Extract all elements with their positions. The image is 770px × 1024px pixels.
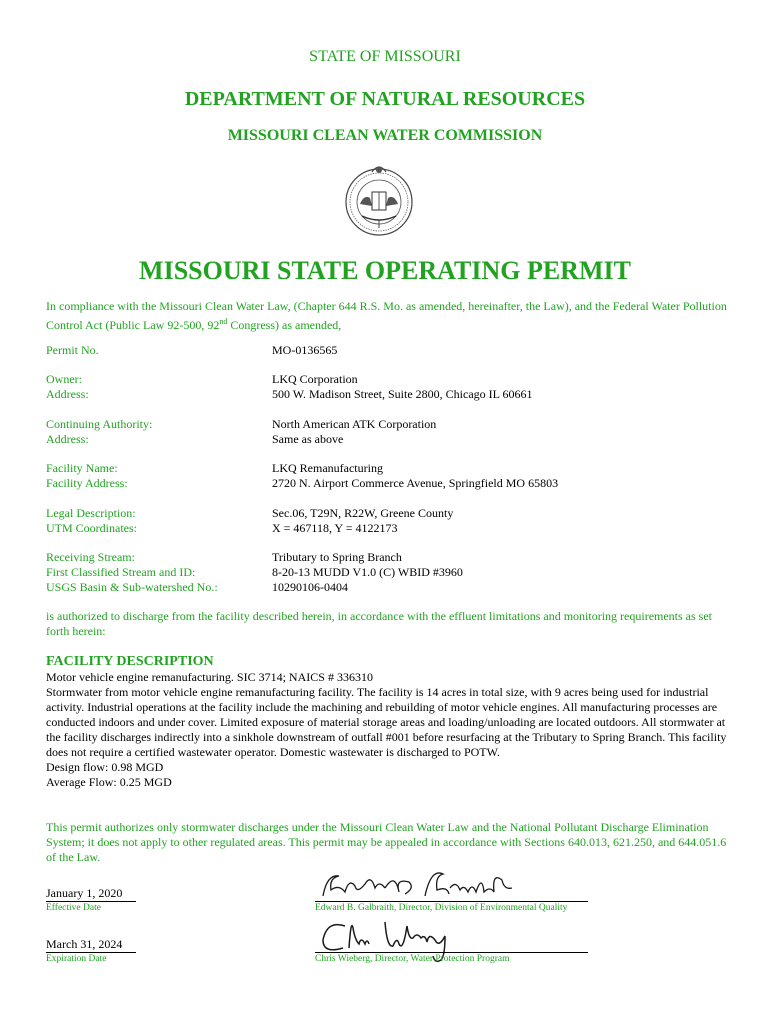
- effective-date-label: Effective Date: [46, 903, 101, 913]
- legal-description-value: Sec.06, T29N, R22W, Greene County: [272, 506, 454, 520]
- expiration-date-line: [46, 952, 136, 953]
- facility-name-value: LKQ Remanufacturing: [272, 461, 383, 475]
- owner-address-label: Address:: [46, 387, 89, 401]
- owner-address-value: 500 W. Madison Street, Suite 2800, Chicago IL 60661: [272, 387, 533, 401]
- average-flow: Average Flow: 0.25 MGD: [46, 775, 172, 789]
- facility-description-heading: FACILITY DESCRIPTION: [46, 654, 214, 669]
- facility-description-body: [46, 670, 736, 790]
- continuing-authority-value: North American ATK Corporation: [272, 417, 437, 431]
- continuing-address-value: Same as above: [272, 432, 344, 446]
- galbraith-signature: [315, 866, 555, 906]
- commission-heading: MISSOURI CLEAN WATER COMMISSION: [227, 127, 543, 144]
- facility-address-label: Facility Address:: [46, 476, 128, 490]
- signature-line-2: [315, 952, 588, 953]
- owner-label: Owner:: [46, 372, 82, 386]
- expiration-date: March 31, 2024: [46, 937, 123, 951]
- intro-paragraph: In compliance with the Missouri Clean Water Law, (Chapter 644 R.S. Mo. as amended, hereinafter, the Law), and the Federal Water Pollution Control Act (Public Law 92-500, 92nd Congress) as amended,: [46, 299, 727, 332]
- effective-date: January 1, 2020: [46, 886, 123, 900]
- design-flow: Design flow: 0.98 MGD: [46, 760, 164, 774]
- permit-no-value: MO-0136565: [272, 343, 338, 357]
- facility-name-label: Facility Name:: [46, 461, 118, 475]
- notice-paragraph: This permit authorizes only stormwater discharges under the Missouri Clean Water Law and the National Pollutant Discharge Elimination System; it does not apply to other regulated areas. This permit may be appealed in accordance with Sections 640.013, 621.250, and 644.051.6 of the Law.: [46, 820, 727, 864]
- usgs-basin-value: 10290106-0404: [272, 580, 348, 594]
- permit-no-label: Permit No.: [46, 343, 99, 357]
- receiving-stream-value: Tributary to Spring Branch: [272, 550, 402, 564]
- missouri-seal-logo: [342, 160, 416, 240]
- permit-title: MISSOURI STATE OPERATING PERMIT: [139, 256, 631, 285]
- continuing-address-label: Address:: [46, 432, 89, 446]
- facility-address-value: 2720 N. Airport Commerce Avenue, Springfield MO 65803: [272, 476, 559, 490]
- utm-label: UTM Coordinates:: [46, 521, 137, 535]
- utm-value: X = 467118, Y = 4122173: [272, 521, 398, 535]
- department-heading: DEPARTMENT OF NATURAL RESOURCES: [184, 88, 586, 110]
- signer2-name: Chris Wieberg, Director, Water Protection Program: [315, 954, 510, 964]
- continuing-authority-label: Continuing Authority:: [46, 417, 153, 431]
- signature-line-1: [315, 901, 588, 902]
- legal-description-label: Legal Description:: [46, 506, 136, 520]
- effective-date-line: [46, 901, 136, 902]
- facility-description-text: Stormwater from motor vehicle engine remanufacturing facility. The facility is 14 acres in total size, with 9 acres being used for industrial activity. Industrial operations at the facility include the machining and rebuilding of motor vehicle engines. All manufacturing processes are conducted indoors and under cover. Limited exposure of material storage areas and loading/unloading are located outdoors. All stormwater at the facility discharges indirectly into a sinkhole downstream of outfall #001 before resurfacing at the Tributary to Spring Branch. This facility does not require a certified wastewater operator. Domestic wastewater is discharged to POTW.: [46, 685, 727, 759]
- usgs-basin-label: USGS Basin & Sub-watershed No.:: [46, 580, 218, 594]
- expiration-date-label: Expiration Date: [46, 954, 107, 964]
- state-heading: STATE OF MISSOURI: [309, 48, 461, 65]
- receiving-stream-label: Receiving Stream:: [46, 550, 135, 564]
- authorization-paragraph: is authorized to discharge from the facility described herein, in accordance with the effluent limitations and monitoring requirements as set forth herein:: [46, 609, 713, 638]
- facility-description-line1: Motor vehicle engine remanufacturing. SIC 3714; NAICS # 336310: [46, 670, 373, 684]
- signer1-name: Edward B. Galbraith, Director, Division of Environmental Quality: [315, 903, 568, 913]
- classified-stream-value: 8-20-13 MUDD V1.0 (C) WBID #3960: [272, 565, 463, 579]
- classified-stream-label: First Classified Stream and ID:: [46, 565, 196, 579]
- owner-value: LKQ Corporation: [272, 372, 358, 386]
